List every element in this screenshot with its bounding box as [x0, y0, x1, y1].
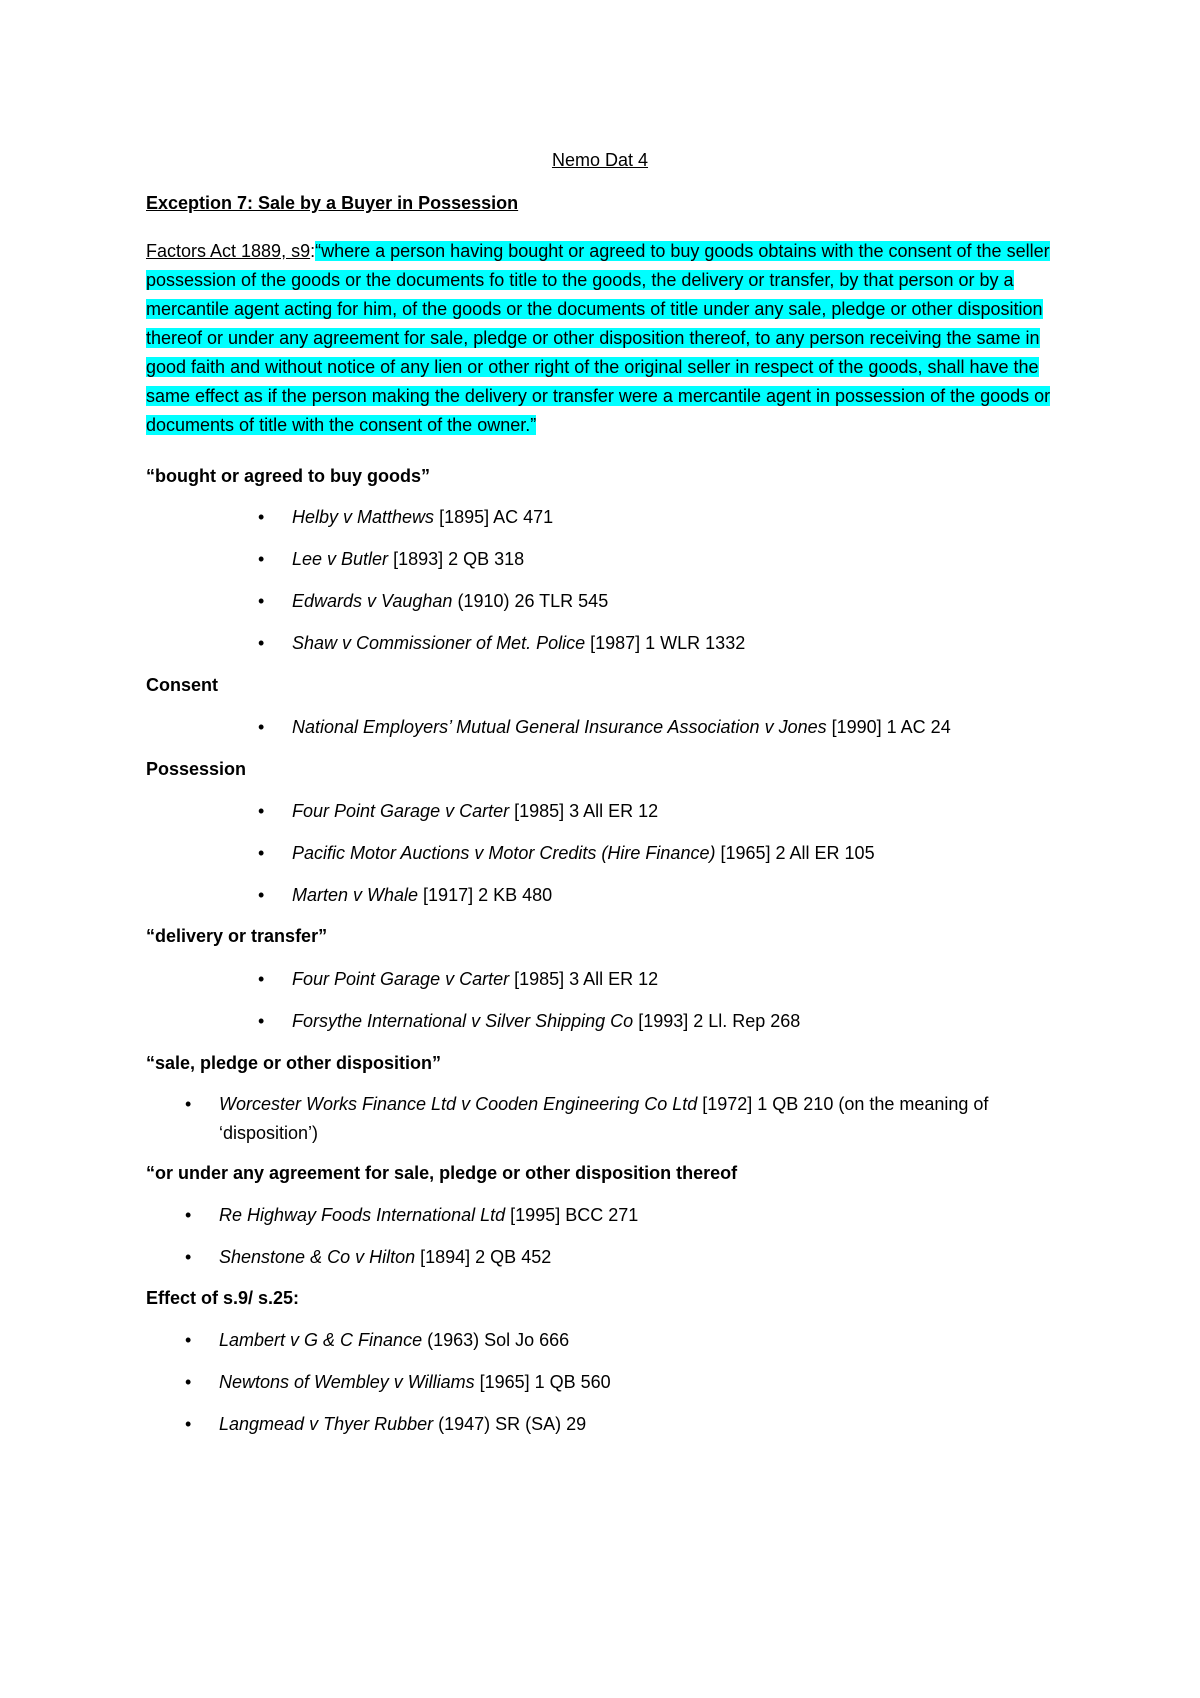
- bullet-icon: •: [258, 549, 265, 569]
- list-item: [258, 587, 1092, 616]
- section-heading-sale-pledge: “sale, pledge or other disposition”: [146, 1053, 442, 1073]
- case-name: Helby v Matthews: [292, 507, 435, 527]
- case-citation: [1972] 1 QB 210 (on the meaning of ‘disposition’): [219, 1094, 989, 1143]
- case-list-consent: [258, 713, 1092, 742]
- section-heading-possession: Possession: [146, 759, 247, 779]
- list-item: [185, 1090, 1079, 1148]
- bullet-icon: •: [185, 1414, 192, 1434]
- case-list-bought: [258, 503, 1092, 658]
- list-item: [185, 1368, 1079, 1397]
- case-citation: [1985] 3 All ER 12: [509, 801, 659, 821]
- list-item: [258, 629, 1092, 658]
- bullet-icon: •: [185, 1330, 192, 1350]
- case-name: Langmead v Thyer Rubber: [219, 1414, 434, 1434]
- exception-heading: Exception 7: Sale by a Buyer in Possession: [146, 193, 519, 213]
- case-name: Marten v Whale: [292, 885, 419, 905]
- case-name: Shenstone & Co v Hilton: [219, 1247, 416, 1267]
- case-citation: [1965] 1 QB 560: [474, 1372, 611, 1392]
- case-name: Pacific Motor Auctions v Motor Credits (Hire Finance): [292, 843, 716, 863]
- case-citation: [1993] 2 Ll. Rep 268: [633, 1011, 801, 1031]
- list-item: [258, 713, 1092, 742]
- case-name: Re Highway Foods International Ltd: [219, 1205, 506, 1225]
- bullet-icon: •: [185, 1094, 192, 1114]
- case-list-delivery: [258, 965, 1092, 1036]
- case-list-effect: [185, 1326, 1079, 1439]
- list-item: [185, 1326, 1079, 1355]
- section-heading-consent: Consent: [146, 675, 218, 695]
- list-item: [185, 1243, 1079, 1272]
- bullet-icon: •: [258, 591, 265, 611]
- case-list-possession: [258, 797, 1092, 910]
- list-item: [185, 1410, 1079, 1439]
- bullet-icon: •: [185, 1247, 192, 1267]
- list-item: [185, 1201, 1079, 1230]
- case-citation: [1987] 1 WLR 1332: [585, 633, 746, 653]
- case-citation: [1895] AC 471: [434, 507, 554, 527]
- case-name: Lee v Butler: [292, 549, 389, 569]
- bullet-icon: •: [185, 1372, 192, 1392]
- case-list-sale-pledge: [185, 1090, 1079, 1148]
- case-citation: [1985] 3 All ER 12: [509, 969, 659, 989]
- case-citation: [1893] 2 QB 318: [388, 549, 525, 569]
- case-name: Lambert v G & C Finance: [219, 1330, 423, 1350]
- case-citation: [1917] 2 KB 480: [418, 885, 553, 905]
- case-citation: (1947) SR (SA) 29: [433, 1414, 587, 1434]
- list-item: [258, 965, 1092, 994]
- bullet-icon: •: [258, 633, 265, 653]
- statute-reference: Factors Act 1889, s9: [146, 241, 311, 261]
- case-name: Newtons of Wembley v Williams: [219, 1372, 475, 1392]
- case-citation: [1990] 1 AC 24: [826, 717, 951, 737]
- case-list-agreement: [185, 1201, 1079, 1272]
- page-title: Nemo Dat 4: [551, 150, 649, 170]
- list-item: [258, 839, 1092, 868]
- bullet-icon: •: [258, 1011, 265, 1031]
- statute-paragraph: [146, 237, 1066, 440]
- list-item: [258, 797, 1092, 826]
- statute-quote: “where a person having bought or agreed to buy goods obtains with the consent of the seller possession of the goods or the documents fo title to the goods, the delivery or transfer, by that person or by a mercantile agent acting for him, of the goods or the documents of title under any sale, pledge or other disposition thereof or under any agreement for sale, pledge or other disposition thereof, to any person receiving the same in good faith and without notice of any lien or other right of the original seller in respect of the goods, shall have the same effect as if the person making the delivery or transfer were a mercantile agent in possession of the goods or documents of title with the consent of the owner.”: [146, 241, 1051, 435]
- bullet-icon: •: [258, 969, 265, 989]
- bullet-icon: •: [258, 885, 265, 905]
- case-citation: [1995] BCC 271: [505, 1205, 639, 1225]
- bullet-icon: •: [258, 507, 265, 527]
- bullet-icon: •: [258, 717, 265, 737]
- section-heading-agreement: “or under any agreement for sale, pledge or other disposition thereof: [146, 1163, 738, 1183]
- case-name: Four Point Garage v Carter: [292, 801, 510, 821]
- case-name: Shaw v Commissioner of Met. Police: [292, 633, 586, 653]
- case-citation: (1910) 26 TLR 545: [452, 591, 609, 611]
- case-name: Worcester Works Finance Ltd v Cooden Engineering Co Ltd: [219, 1094, 698, 1114]
- case-citation: [1894] 2 QB 452: [415, 1247, 552, 1267]
- list-item: [258, 881, 1092, 910]
- case-name: Four Point Garage v Carter: [292, 969, 510, 989]
- bullet-icon: •: [185, 1205, 192, 1225]
- section-heading-effect: Effect of s.9/ s.25:: [146, 1288, 300, 1308]
- section-heading-bought: “bought or agreed to buy goods”: [146, 466, 430, 486]
- case-citation: (1963) Sol Jo 666: [422, 1330, 570, 1350]
- case-name: Edwards v Vaughan: [292, 591, 453, 611]
- list-item: [258, 503, 1092, 532]
- case-name: National Employers’ Mutual General Insurance Association v Jones: [292, 717, 827, 737]
- section-heading-delivery: “delivery or transfer”: [146, 926, 328, 946]
- list-item: [258, 545, 1092, 574]
- bullet-icon: •: [258, 843, 265, 863]
- statute-separator: :: [310, 241, 316, 261]
- list-item: [258, 1007, 1092, 1036]
- case-name: Forsythe International v Silver Shipping Co: [292, 1011, 634, 1031]
- bullet-icon: •: [258, 801, 265, 821]
- case-citation: [1965] 2 All ER 105: [715, 843, 875, 863]
